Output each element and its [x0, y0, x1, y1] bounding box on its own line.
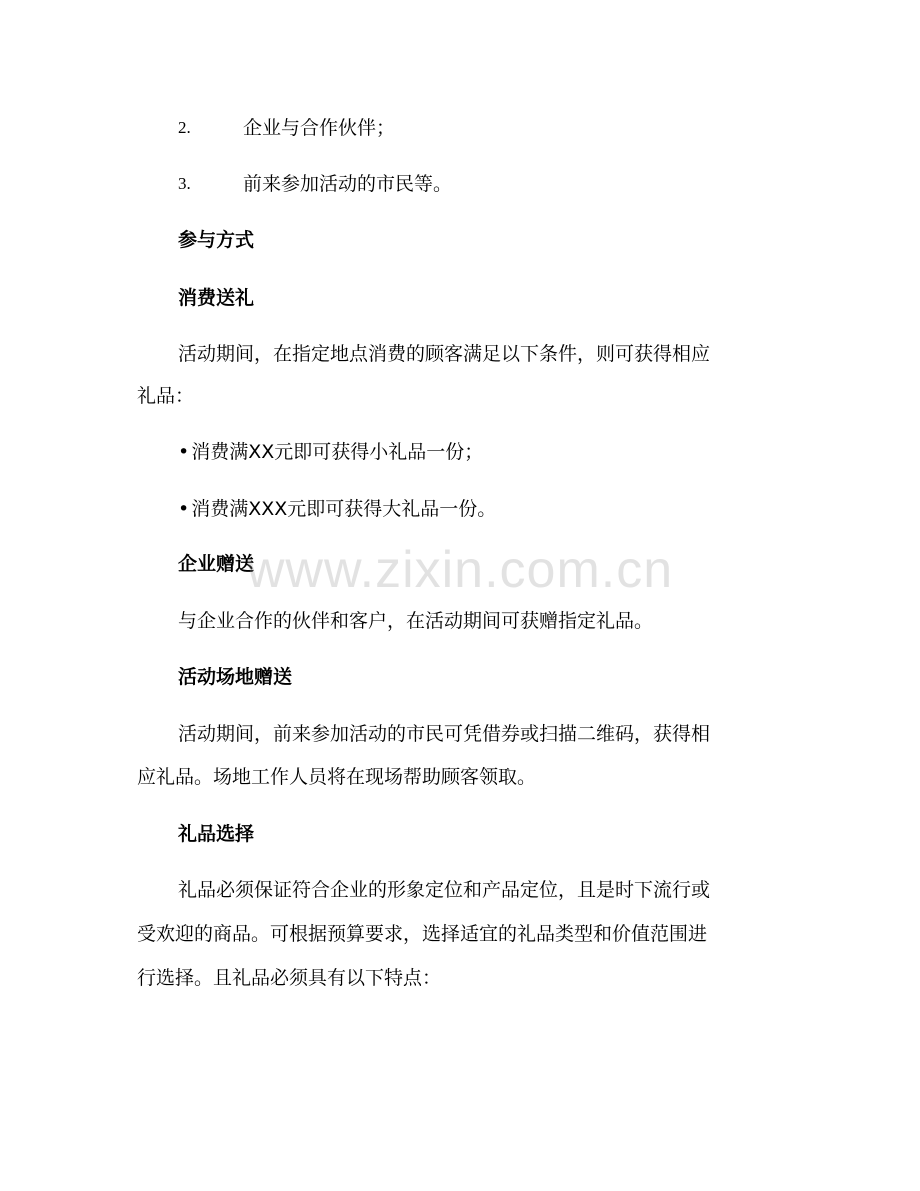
- bullet-text-small-gift: 消费满XX元即可获得小礼品一份；: [191, 441, 484, 463]
- paragraph-purchase-line1: 活动期间，在指定地点消费的顾客满足以下条件，则可获得相应: [178, 343, 711, 365]
- bullet-item-large-gift: [178, 495, 496, 523]
- bullet-item-small-gift: [178, 438, 483, 466]
- list-number-3: 3.: [178, 174, 191, 193]
- paragraph-enterprise: 与企业合作的伙伴和客户，在活动期间可获赠指定礼品。: [178, 610, 654, 632]
- watermark: www.zixin.com.cn: [246, 541, 674, 599]
- subsection-heading-venue: 活动场地赠送: [178, 666, 293, 688]
- list-number-2: 2.: [178, 118, 191, 137]
- subsection-heading-purchase: 消费送礼: [178, 287, 255, 309]
- paragraph-venue-line1: 活动期间，前来参加活动的市民可凭借券或扫描二维码，获得相: [178, 723, 711, 745]
- paragraph-gift-selection-line1: 礼品必须保证符合企业的形象定位和产品定位，且是时下流行或: [178, 879, 711, 901]
- list-item-2-text: 企业与合作伙伴；: [243, 117, 396, 139]
- bullet-text-large-gift: 消费满XXX元即可获得大礼品一份。: [191, 498, 497, 520]
- bullet-dot-icon: •: [178, 498, 190, 520]
- bullet-dot-icon: •: [178, 441, 190, 463]
- paragraph-gift-selection-line2: 受欢迎的商品。可根据预算要求，选择适宜的礼品类型和价值范围进: [137, 923, 708, 945]
- paragraph-gift-selection-line3: 行选择。且礼品必须具有以下特点：: [137, 967, 442, 989]
- section-heading-gift-selection: 礼品选择: [178, 823, 255, 845]
- paragraph-purchase-line2: 礼品：: [137, 385, 195, 407]
- list-item-3-text: 前来参加活动的市民等。: [243, 173, 453, 195]
- paragraph-venue-line2: 应礼品。场地工作人员将在现场帮助顾客领取。: [137, 766, 537, 788]
- subsection-heading-enterprise: 企业赠送: [178, 553, 255, 575]
- section-heading-participation: 参与方式: [178, 229, 255, 251]
